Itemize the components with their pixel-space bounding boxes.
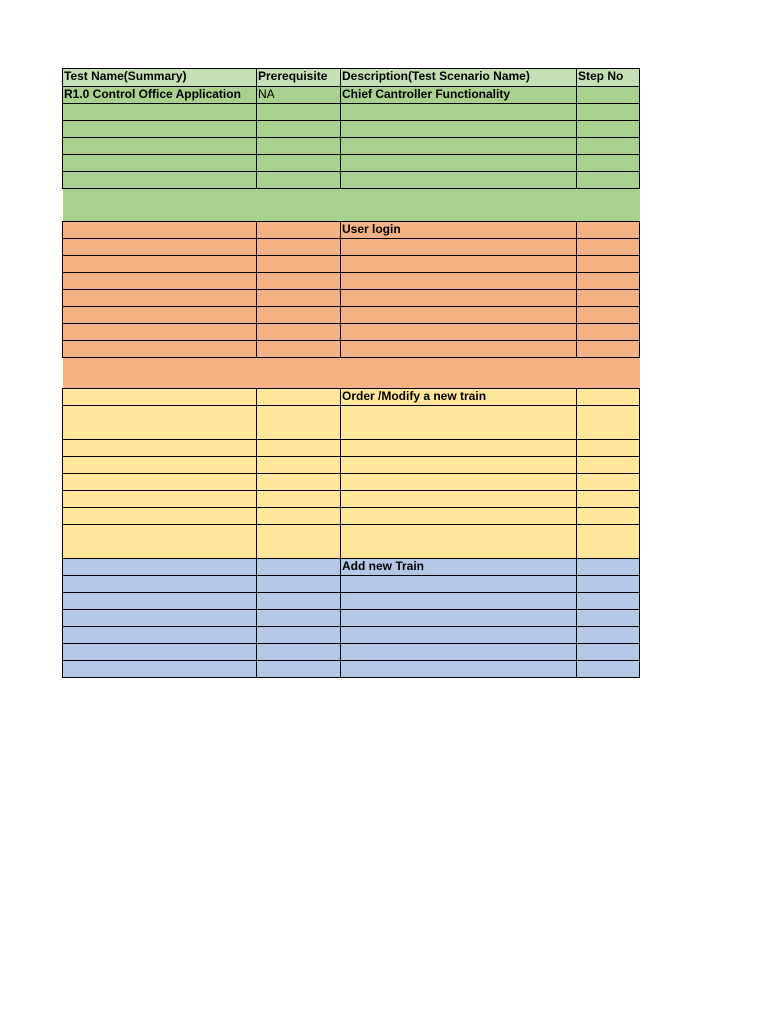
cell[interactable]	[257, 172, 341, 189]
cell[interactable]	[63, 389, 257, 406]
cell[interactable]	[63, 661, 257, 678]
cell[interactable]	[63, 290, 257, 307]
header-test-name[interactable]: Test Name(Summary)	[63, 69, 257, 87]
cell[interactable]	[341, 491, 577, 508]
cell[interactable]	[341, 610, 577, 627]
cell[interactable]	[577, 644, 640, 661]
cell[interactable]	[63, 104, 257, 121]
cell[interactable]	[63, 138, 257, 155]
cell[interactable]	[577, 273, 640, 290]
cell[interactable]	[341, 474, 577, 491]
cell[interactable]	[257, 508, 341, 525]
cell[interactable]	[341, 661, 577, 678]
cell[interactable]	[257, 155, 341, 172]
cell[interactable]	[257, 290, 341, 307]
cell[interactable]	[577, 440, 640, 457]
cell[interactable]	[257, 104, 341, 121]
table-row	[63, 121, 640, 138]
cell[interactable]	[63, 508, 257, 525]
cell[interactable]	[577, 593, 640, 610]
separator-cell[interactable]	[63, 358, 640, 389]
cell[interactable]	[257, 121, 341, 138]
table-row	[63, 474, 640, 491]
table-row	[63, 576, 640, 593]
cell[interactable]	[63, 222, 257, 239]
table-row	[63, 138, 640, 155]
cell[interactable]	[63, 457, 257, 474]
header-description[interactable]: Description(Test Scenario Name)	[341, 69, 577, 87]
cell[interactable]	[63, 307, 257, 324]
cell[interactable]	[341, 576, 577, 593]
table-row	[63, 324, 640, 341]
cell[interactable]	[577, 525, 640, 559]
cell[interactable]	[63, 627, 257, 644]
table-row	[63, 256, 640, 273]
cell[interactable]	[63, 525, 257, 559]
cell[interactable]	[63, 406, 257, 440]
cell[interactable]	[341, 525, 577, 559]
test-name-cell[interactable]: R1.0 Control Office Application	[63, 87, 257, 104]
cell[interactable]	[341, 307, 577, 324]
cell[interactable]	[577, 239, 640, 256]
table-row	[63, 610, 640, 627]
cell[interactable]	[341, 627, 577, 644]
section-separator	[63, 189, 640, 222]
cell[interactable]	[257, 610, 341, 627]
table-row	[63, 155, 640, 172]
cell[interactable]	[63, 256, 257, 273]
cell[interactable]	[63, 341, 257, 358]
cell[interactable]	[63, 239, 257, 256]
table-row	[63, 559, 640, 576]
cell[interactable]	[577, 104, 640, 121]
cell[interactable]	[577, 121, 640, 138]
cell[interactable]	[577, 324, 640, 341]
cell[interactable]	[577, 172, 640, 189]
separator-cell[interactable]	[63, 189, 640, 222]
table-row	[63, 273, 640, 290]
cell[interactable]	[577, 406, 640, 440]
table-row	[63, 239, 640, 256]
cell[interactable]	[341, 290, 577, 307]
cell[interactable]	[257, 239, 341, 256]
cell[interactable]	[257, 324, 341, 341]
cell[interactable]	[63, 576, 257, 593]
cell[interactable]	[341, 644, 577, 661]
cell[interactable]	[257, 273, 341, 290]
cell[interactable]	[577, 341, 640, 358]
table-row	[63, 87, 640, 104]
cell[interactable]	[341, 324, 577, 341]
cell[interactable]	[577, 508, 640, 525]
cell[interactable]	[257, 457, 341, 474]
cell[interactable]	[341, 104, 577, 121]
cell[interactable]	[577, 138, 640, 155]
header-prerequisite[interactable]: Prerequisite	[257, 69, 341, 87]
header-step-no[interactable]: Step No	[577, 69, 640, 87]
cell[interactable]	[257, 406, 341, 440]
header-row	[63, 69, 640, 87]
cell[interactable]	[577, 610, 640, 627]
cell[interactable]	[577, 389, 640, 406]
cell[interactable]	[257, 222, 341, 239]
cell[interactable]	[63, 273, 257, 290]
cell[interactable]	[341, 508, 577, 525]
cell[interactable]	[577, 627, 640, 644]
cell[interactable]	[341, 457, 577, 474]
cell[interactable]	[257, 627, 341, 644]
cell[interactable]	[257, 138, 341, 155]
table-row	[63, 389, 640, 406]
table-row	[63, 491, 640, 508]
cell[interactable]	[63, 155, 257, 172]
cell[interactable]	[257, 559, 341, 576]
cell[interactable]	[577, 474, 640, 491]
test-case-sheet	[62, 68, 640, 678]
section-separator	[63, 358, 640, 389]
table-row	[63, 661, 640, 678]
section-title-add-new-train[interactable]: Add new Train	[341, 559, 577, 576]
cell[interactable]	[63, 593, 257, 610]
step-no-cell[interactable]	[577, 87, 640, 104]
table-row	[63, 593, 640, 610]
cell[interactable]	[577, 290, 640, 307]
cell[interactable]	[577, 256, 640, 273]
cell[interactable]	[257, 389, 341, 406]
cell[interactable]	[63, 491, 257, 508]
cell[interactable]	[341, 172, 577, 189]
cell[interactable]	[63, 172, 257, 189]
cell[interactable]	[577, 491, 640, 508]
cell[interactable]	[63, 474, 257, 491]
cell[interactable]	[257, 644, 341, 661]
cell[interactable]	[257, 593, 341, 610]
cell[interactable]	[577, 155, 640, 172]
cell[interactable]	[63, 610, 257, 627]
cell[interactable]	[63, 121, 257, 138]
table-row	[63, 104, 640, 121]
table-row	[63, 172, 640, 189]
cell[interactable]	[341, 138, 577, 155]
cell[interactable]	[341, 155, 577, 172]
prerequisite-cell[interactable]: NA	[257, 87, 341, 104]
table-row	[63, 341, 640, 358]
cell[interactable]	[577, 307, 640, 324]
table-row	[63, 457, 640, 474]
table-row	[63, 508, 640, 525]
cell[interactable]	[341, 341, 577, 358]
table-row	[63, 307, 640, 324]
section-title-user-login[interactable]: User login	[341, 222, 577, 239]
cell[interactable]	[63, 324, 257, 341]
cell[interactable]	[63, 644, 257, 661]
section-title-order-modify[interactable]: Order /Modify a new train	[341, 389, 577, 406]
cell[interactable]	[63, 440, 257, 457]
cell[interactable]	[577, 222, 640, 239]
table-row	[63, 406, 640, 440]
cell[interactable]	[257, 307, 341, 324]
table-row	[63, 222, 640, 239]
cell[interactable]	[257, 661, 341, 678]
cell[interactable]	[257, 440, 341, 457]
cell[interactable]	[341, 593, 577, 610]
cell[interactable]	[577, 661, 640, 678]
cell[interactable]	[257, 256, 341, 273]
cell[interactable]	[63, 559, 257, 576]
table-row	[63, 525, 640, 559]
table-row	[63, 644, 640, 661]
cell[interactable]	[341, 273, 577, 290]
cell[interactable]	[341, 121, 577, 138]
cell[interactable]	[341, 256, 577, 273]
cell[interactable]	[341, 406, 577, 440]
cell[interactable]	[577, 559, 640, 576]
cell[interactable]	[257, 491, 341, 508]
table-row	[63, 290, 640, 307]
cell[interactable]	[257, 341, 341, 358]
description-cell[interactable]: Chief Cantroller Functionality	[341, 87, 577, 104]
cell[interactable]	[577, 457, 640, 474]
cell[interactable]	[257, 576, 341, 593]
cell[interactable]	[341, 239, 577, 256]
cell[interactable]	[257, 474, 341, 491]
table-row	[63, 627, 640, 644]
cell[interactable]	[577, 576, 640, 593]
cell[interactable]	[341, 440, 577, 457]
table-row	[63, 440, 640, 457]
cell[interactable]	[257, 525, 341, 559]
